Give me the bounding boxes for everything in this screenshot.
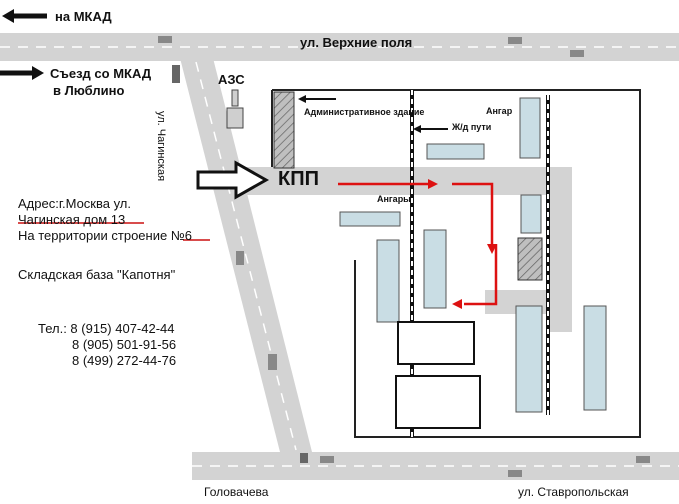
admin-building — [274, 92, 294, 168]
hangar-top-label: Ангар — [486, 106, 513, 116]
car — [320, 456, 334, 463]
car — [508, 37, 522, 44]
route-arrowhead — [452, 299, 462, 309]
rail-tracks-label: Ж/д пути — [452, 122, 492, 132]
gas-station-building — [227, 108, 243, 128]
address-line-2: Чагинская дом 13 — [18, 212, 126, 227]
car — [236, 251, 244, 265]
arrow-rail-tracks-icon — [413, 125, 448, 133]
hangar-long-right — [516, 306, 542, 412]
empty-plot-2 — [396, 376, 480, 428]
phone-2: 8 (905) 501-91-56 — [72, 337, 177, 352]
gas-station-pump — [232, 90, 238, 106]
gas-station-label: АЗС — [218, 72, 245, 87]
hangar-far-right — [584, 306, 606, 410]
hangar-upper-right — [520, 98, 540, 158]
hangar-vertical-2 — [424, 230, 446, 308]
empty-plot-1 — [398, 322, 474, 364]
checkpoint-label: КПП — [278, 168, 319, 190]
hangars-label: Ангары — [377, 194, 411, 204]
mkad-exit-label-line2: в Люблино — [53, 83, 125, 98]
arrow-mkad-exit-icon — [0, 66, 44, 80]
car — [570, 50, 584, 57]
car — [268, 354, 277, 370]
traffic-light-bottom — [300, 453, 308, 463]
phone-3: 8 (499) 272-44-76 — [72, 353, 177, 368]
admin-building-label: Административное здание — [304, 107, 425, 117]
traffic-light-top — [172, 65, 180, 83]
street-golovacheva-label: Головачева — [204, 485, 269, 499]
hangar-small-top — [427, 144, 484, 159]
car — [636, 456, 650, 463]
building-storage-6 — [518, 238, 542, 280]
car — [158, 36, 172, 43]
base-name: Складская база "Капотня" — [18, 267, 176, 282]
hangar-right-small — [521, 195, 541, 233]
phone-1: Тел.: 8 (915) 407-42-44 — [38, 321, 175, 336]
address-line-1: Адрес:г.Москва ул. — [18, 196, 132, 211]
address-line-3: На территории строение №6 — [18, 228, 192, 243]
phone-list — [38, 321, 176, 369]
arrow-to-mkad-icon — [2, 9, 47, 23]
hangar-small-left — [340, 212, 400, 226]
street-top-label: ул. Верхние поля — [300, 35, 413, 50]
car — [508, 470, 522, 477]
mkad-exit-label-line1: Съезд со МКАД — [50, 66, 152, 81]
hangar-vertical-1 — [377, 240, 399, 322]
to-mkad-label: на МКАД — [55, 9, 112, 24]
street-chaginskaya-label: ул. Чагинская — [155, 110, 168, 182]
street-stavropolskaya-label: ул. Ставропольская — [518, 485, 629, 499]
route-arrow-icon — [338, 184, 496, 304]
arrow-admin-building-icon — [298, 95, 336, 103]
